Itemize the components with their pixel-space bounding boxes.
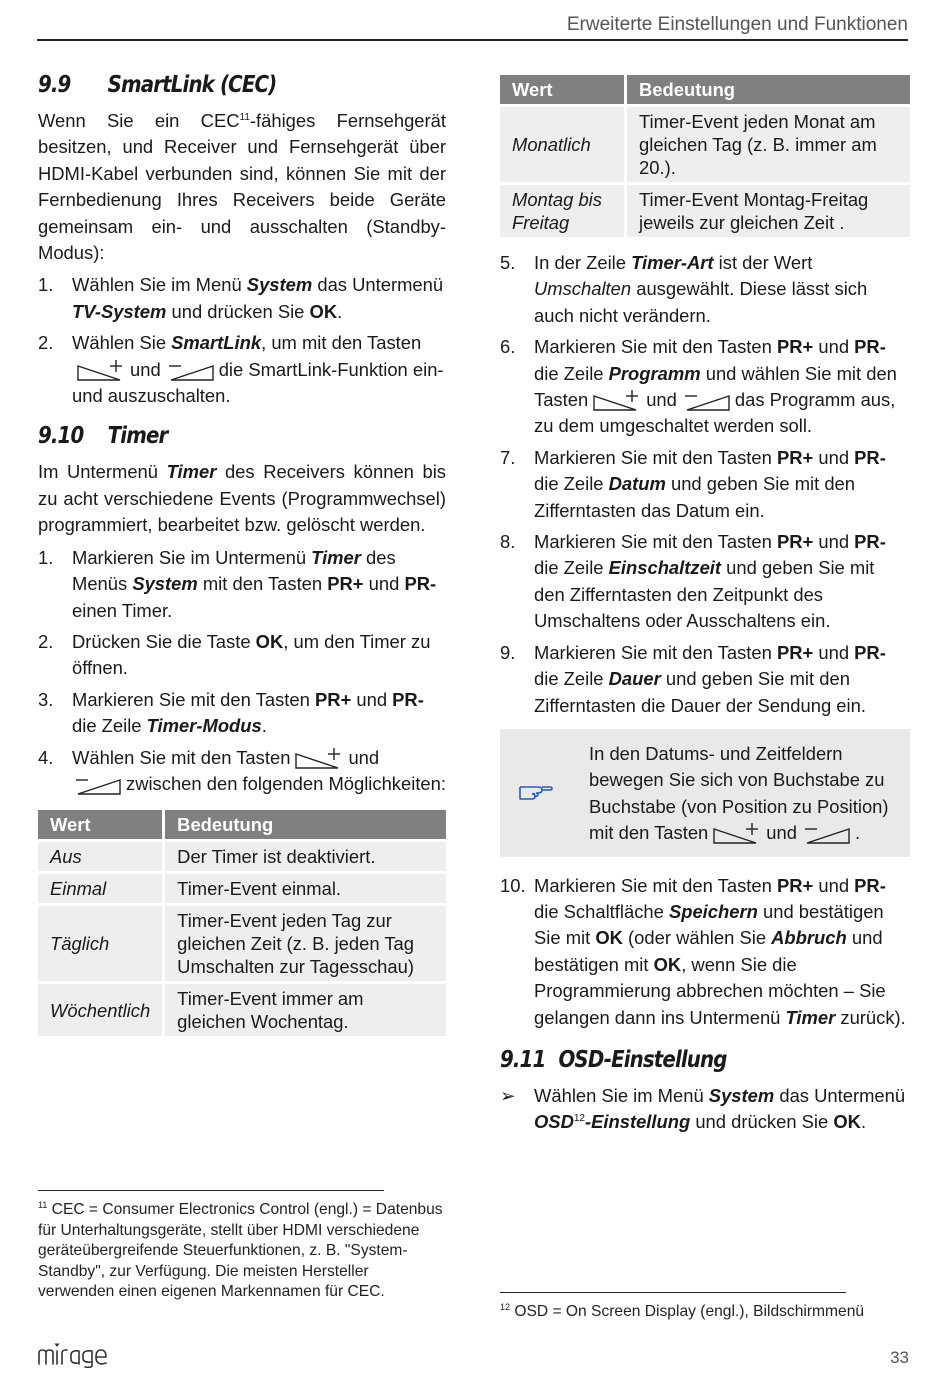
pointing-hand-icon <box>518 779 554 803</box>
text: mit den Tasten <box>197 573 328 595</box>
text: , um den Timer zu öffnen. <box>72 630 431 679</box>
section-heading: Timer <box>107 423 168 450</box>
smartlink-steps <box>38 272 446 409</box>
text: die Zeile <box>72 715 147 737</box>
step-number: 4. <box>38 746 54 768</box>
text: das Programm aus, zu dem umgeschaltet werden soll. <box>534 389 896 437</box>
section-number: 9.11 <box>500 1046 546 1073</box>
volume-minus-key-icon <box>681 390 731 412</box>
table-cell: Der Timer ist deaktiviert. <box>165 842 446 871</box>
text: In den Datums- und Zeitfeldern bewegen Sie sich von Buchstabe zu Buchstabe (von Position zu Position) mit den Tasten <box>589 742 889 844</box>
key-name: OK <box>309 300 338 322</box>
value-name: Umschalten <box>534 278 632 300</box>
key-name: PR+ <box>776 446 814 468</box>
hint-box <box>500 729 910 857</box>
text: Markieren Sie mit den Tasten <box>534 874 777 896</box>
text: Markieren Sie mit den Tasten <box>534 641 777 663</box>
footnote-text: OSD = On Screen Display (engl.), Bildschirmmenü <box>510 1303 865 1320</box>
menu-name: System <box>246 274 313 296</box>
key-name: PR+ <box>776 641 814 663</box>
menu-name: TV-System <box>72 300 167 322</box>
step-number: 2. <box>38 332 54 354</box>
table-cell: Monatlich <box>500 107 627 182</box>
text: und <box>813 336 855 358</box>
text: Im Untermenü <box>38 461 167 483</box>
right-column <box>500 72 910 1136</box>
footnote-number: 11 <box>38 1199 48 1210</box>
text: des Menüs <box>72 546 396 595</box>
text: , um mit den Tasten <box>261 332 422 354</box>
text: einen Timer. <box>72 599 173 621</box>
text: . <box>261 715 267 737</box>
key-name: PR- <box>854 446 886 468</box>
step-number: 9. <box>500 641 516 663</box>
list-item <box>500 445 910 524</box>
text: Markieren Sie mit den Tasten <box>534 446 777 468</box>
step-number: 8. <box>500 531 516 553</box>
text: Markieren Sie mit den Tasten <box>534 531 777 553</box>
osd-steps <box>500 1083 910 1136</box>
text: und <box>363 573 405 595</box>
section-title-9-9 <box>38 72 389 98</box>
timer-mode-table <box>38 807 446 1039</box>
text: Markieren Sie im Untermenü <box>72 546 312 568</box>
text: zurück). <box>835 1006 906 1028</box>
text: Wählen Sie im Menü <box>72 274 247 296</box>
menu-name: Timer <box>311 546 361 568</box>
table-row <box>38 842 446 871</box>
key-name: PR- <box>854 874 886 896</box>
column-header: Wert <box>38 810 165 839</box>
column-header: Bedeutung <box>165 810 446 839</box>
smartlink-intro <box>38 108 446 266</box>
volume-plus-key-icon <box>712 823 762 845</box>
volume-plus-key-icon <box>592 390 642 412</box>
text: , wenn Sie die Programmierung abbrechen möchten – Sie gelangen dann ins Untermenü <box>534 953 886 1028</box>
text: . <box>854 822 861 844</box>
text: und <box>813 641 855 663</box>
footnote-ref: 11 <box>239 111 250 123</box>
text: die Zeile <box>534 362 609 384</box>
list-item <box>500 1083 910 1136</box>
text: -fähiges Fernsehgerät besitzen, und Receiver und Fernsehgerät über HDMI-Kabel verbunden sind, können Sie mit der Fernbedienung Ihres Receivers beide Geräte gemeinsam ein- und ausschalten (Standby-Modus): <box>38 110 446 264</box>
text: und drücken Sie <box>166 300 310 322</box>
footnote-text: CEC = Consumer Electronics Control (engl.) = Datenbus für Unterhaltungsgeräte, stellt über HDMI verschiedene geräteübergreifende Steuerfunktionen, z. B. "System-Standby", zur Verfügung. Die meisten Hersteller verwenden einen eigenen Markennamen für CEC. <box>38 1201 443 1300</box>
menu-name: System <box>708 1084 775 1106</box>
key-name: OK <box>595 927 623 949</box>
list-item <box>38 629 446 682</box>
text: und <box>766 822 797 844</box>
menu-name: Datum <box>608 473 666 495</box>
section-heading: OSD-Einstellung <box>558 1046 727 1073</box>
step-number: 2. <box>38 630 54 652</box>
list-item <box>38 687 446 740</box>
step-number: 5. <box>500 252 516 273</box>
table-row <box>38 906 446 981</box>
volume-minus-key-icon <box>801 823 851 845</box>
text: und <box>813 874 855 896</box>
section-number: 9.9 <box>38 72 71 98</box>
text: und <box>646 389 677 411</box>
key-name: OK <box>255 630 284 652</box>
text: und <box>130 358 161 380</box>
text: Wählen Sie im Menü <box>534 1084 709 1106</box>
menu-name: Timer <box>166 461 217 483</box>
text: die Schaltfläche <box>534 900 669 922</box>
text: . <box>860 1111 867 1133</box>
text: und bestätigen Sie mit <box>534 900 884 949</box>
header-title: Erweiterte Einstellungen und Funktionen <box>566 14 908 35</box>
menu-name: Dauer <box>608 668 661 690</box>
volume-plus-key-icon <box>76 360 126 382</box>
footnote-number: 12 <box>500 1301 511 1312</box>
text: Wählen Sie <box>72 332 172 354</box>
key-name: PR+ <box>314 688 352 710</box>
key-name: PR+ <box>327 573 364 595</box>
text: und <box>813 531 855 553</box>
menu-name: Timer-Modus <box>146 715 262 737</box>
list-item <box>38 272 446 325</box>
table-cell: Einmal <box>38 874 165 903</box>
list-item <box>500 529 910 635</box>
menu-name: -Einstellung <box>584 1111 691 1133</box>
step-number: 3. <box>38 688 54 710</box>
timer-mode-table-continued <box>500 72 910 240</box>
timer-steps-final <box>500 873 910 1031</box>
section-heading: SmartLink (CEC) <box>107 72 277 98</box>
text: die SmartLink-Funktion ein- und auszuschalten. <box>72 358 444 407</box>
key-name: PR- <box>854 531 886 553</box>
menu-name: OSD <box>534 1111 574 1133</box>
section-number: 9.10 <box>38 423 84 450</box>
timer-steps-right <box>500 250 910 719</box>
footnote-ref: 12 <box>573 1113 585 1125</box>
step-number: 1. <box>38 274 54 296</box>
text: ausgewählt. Diese lässt sich auch nicht verändern. <box>534 278 868 326</box>
text: das Untermenü <box>312 274 444 296</box>
table-cell: Timer-Event immer am gleichen Wochentag. <box>165 984 446 1036</box>
menu-name: Timer-Art <box>631 252 714 273</box>
text: und <box>348 746 380 768</box>
menu-name: Abbruch <box>771 927 847 949</box>
text: (oder wählen Sie <box>622 927 772 949</box>
timer-steps-left <box>38 545 446 798</box>
table-row <box>38 984 446 1036</box>
text: . <box>337 300 343 322</box>
table-cell: Timer-Event jeden Monat am gleichen Tag (z. B. immer am 20.). <box>627 107 910 182</box>
step-number: 6. <box>500 336 516 358</box>
text: des Receivers können bis zu acht verschiedene Events (Programmwechsel) programmiert, bearbeitet bzw. gelöscht werden. <box>38 461 447 536</box>
volume-minus-key-icon <box>72 774 122 796</box>
menu-name: Programm <box>608 362 701 384</box>
page-header <box>37 12 908 41</box>
footnote-divider <box>500 1292 846 1293</box>
text: die Zeile <box>534 668 609 690</box>
menu-name: SmartLink <box>171 332 262 354</box>
text: die Zeile <box>534 557 609 579</box>
table-cell: Täglich <box>38 906 165 981</box>
volume-minus-key-icon <box>165 360 215 382</box>
key-name: PR+ <box>776 531 814 553</box>
menu-name: Einschaltzeit <box>608 557 722 579</box>
page-number: 33 <box>890 1348 909 1367</box>
step-number: 1. <box>38 546 54 568</box>
text: ist der Wert <box>713 252 813 273</box>
key-name: PR- <box>392 688 424 710</box>
table-header-row <box>38 810 446 839</box>
text: die Zeile <box>534 473 609 495</box>
footnote-11 <box>38 1200 448 1303</box>
table-cell: Montag bis Freitag <box>500 185 627 237</box>
key-name: OK <box>833 1111 861 1133</box>
column-header: Wert <box>500 75 627 104</box>
column-header: Bedeutung <box>627 75 910 104</box>
table-row <box>38 874 446 903</box>
text: Wählen Sie mit den Tasten <box>72 746 291 768</box>
text: In der Zeile <box>534 252 632 273</box>
text: und geben Sie mit den Zifferntasten das Datum ein. <box>534 473 856 521</box>
list-item <box>500 640 910 719</box>
table-row <box>500 107 910 182</box>
section-title-9-10 <box>38 423 389 449</box>
timer-intro <box>38 459 446 538</box>
text: und drücken Sie <box>690 1111 834 1133</box>
list-item <box>500 250 910 329</box>
table-cell: Aus <box>38 842 165 871</box>
key-name: PR- <box>404 573 437 595</box>
text: und wählen Sie mit den Tasten <box>534 362 897 411</box>
left-column <box>38 72 446 1049</box>
text: zwischen den folgenden Möglichkeiten: <box>126 772 446 794</box>
text: das Untermenü <box>774 1084 906 1106</box>
list-item <box>38 545 446 624</box>
text: und <box>351 688 393 710</box>
text: Wenn Sie ein CEC <box>38 110 240 131</box>
key-name: PR- <box>854 336 886 358</box>
arrow-bullet-icon: ➢ <box>500 1084 516 1106</box>
text: Markieren Sie mit den Tasten <box>534 336 777 358</box>
volume-plus-key-icon <box>294 748 344 770</box>
list-item <box>38 330 446 409</box>
table-row <box>500 185 910 237</box>
text: und geben Sie mit den Zifferntasten die Dauer der Sendung ein. <box>534 668 866 716</box>
text: Drücken Sie die Taste <box>72 630 256 652</box>
text: Markieren Sie mit den Tasten <box>72 688 315 710</box>
menu-name: System <box>132 573 198 595</box>
list-item <box>500 334 910 440</box>
menu-name: Timer <box>785 1006 836 1028</box>
table-header-row <box>500 75 910 104</box>
list-item <box>500 873 910 1031</box>
step-number: 10. <box>500 874 526 896</box>
footnote-12 <box>500 1302 910 1323</box>
mirage-logo <box>38 1342 120 1368</box>
section-title-9-11 <box>500 1047 853 1073</box>
text: und geben Sie mit den Zifferntasten den Zeitpunkt des Umschaltens oder Ausschaltens ein. <box>534 557 875 632</box>
step-number: 7. <box>500 446 516 468</box>
table-cell: Wöchentlich <box>38 984 165 1036</box>
table-cell: Timer-Event Montag-Freitag jeweils zur gleichen Zeit . <box>627 185 910 237</box>
text: und <box>813 446 855 468</box>
key-name: PR+ <box>776 336 814 358</box>
text: und bestätigen mit <box>534 927 883 975</box>
key-name: OK <box>653 953 682 975</box>
footnote-divider <box>38 1190 384 1191</box>
key-name: PR+ <box>776 874 814 896</box>
menu-name: Speichern <box>668 900 758 922</box>
table-cell: Timer-Event einmal. <box>165 874 446 903</box>
key-name: PR- <box>854 641 886 663</box>
table-cell: Timer-Event jeden Tag zur gleichen Zeit (z. B. jeden Tag Umschalten zur Tagesschau) <box>165 906 446 981</box>
list-item <box>38 745 446 798</box>
